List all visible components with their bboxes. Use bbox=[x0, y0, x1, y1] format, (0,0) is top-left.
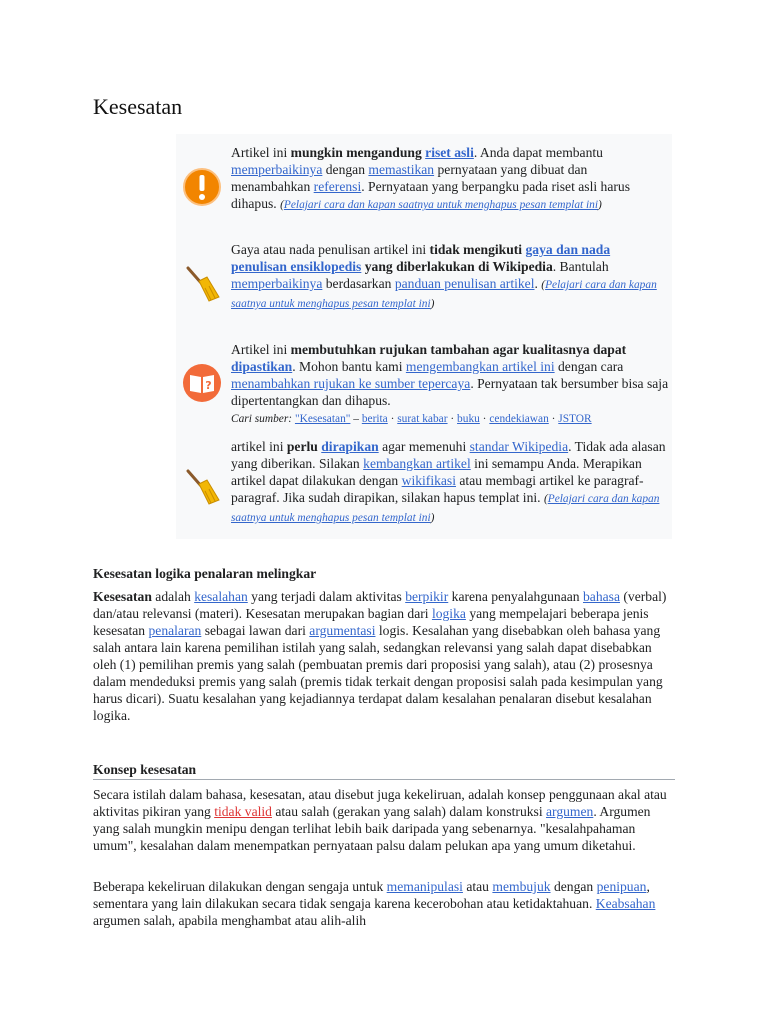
paren: ) bbox=[430, 298, 435, 310]
svg-text:?: ? bbox=[205, 379, 212, 392]
paragraph-text: sebagai lawan dari bbox=[201, 623, 310, 638]
link-memastikan[interactable]: memastikan bbox=[368, 162, 435, 177]
notice-text: . Mohon bantu kami bbox=[292, 359, 406, 374]
link-riset-asli[interactable]: riset asli bbox=[425, 145, 474, 160]
notice-bold: perlu bbox=[286, 439, 322, 454]
paragraph-text: Beberapa kekeliruan dilakukan dengan sengaja untuk bbox=[93, 879, 387, 894]
notice-text: Gaya atau nada penulisan artikel ini bbox=[231, 242, 430, 257]
notice-text: . bbox=[534, 276, 542, 291]
notice-bold: mungkin mengandung bbox=[290, 145, 422, 160]
paren: ( bbox=[543, 493, 548, 505]
link-source-surat-kabar[interactable]: surat kabar bbox=[397, 413, 448, 425]
section-heading-konsep-kesesatan: Konsep kesesatan bbox=[93, 762, 675, 780]
link-dipastikan[interactable]: dipastikan bbox=[231, 359, 293, 374]
link-penalaran[interactable]: penalaran bbox=[148, 623, 202, 638]
paragraph-text: yang terjadi dalam aktivitas bbox=[247, 589, 406, 604]
link-source-berita[interactable]: berita bbox=[361, 413, 388, 425]
separator: – bbox=[350, 413, 362, 425]
notice-text: pernyataan yang dibuat dan menambahkan bbox=[231, 162, 588, 194]
paragraph-text: , sementara yang lain dilakukan secara tidak sengaja karena kecerobohan atau ketidaktahuan. bbox=[93, 879, 650, 911]
link-source-jstor[interactable]: JSTOR bbox=[558, 413, 592, 425]
link-source-buku[interactable]: buku bbox=[457, 413, 480, 425]
section2-paragraph-1 bbox=[93, 786, 677, 854]
separator: · bbox=[479, 413, 490, 425]
term-bold: Kesesatan bbox=[93, 589, 152, 604]
link-mengembangkan-artikel[interactable]: mengembangkan artikel ini bbox=[405, 359, 555, 374]
paren: ( bbox=[541, 279, 546, 291]
notice-text: dengan bbox=[322, 162, 369, 177]
link-membujuk[interactable]: membujuk bbox=[492, 879, 551, 894]
find-sources-label: Cari sumber: bbox=[231, 413, 293, 425]
find-sources bbox=[231, 413, 592, 425]
notice-references bbox=[231, 341, 669, 428]
link-wikifikasi[interactable]: wikifikasi bbox=[401, 473, 456, 488]
notice-text: . Pernyataan tak bersumber bisa saja dipertentangkan dan dihapus. bbox=[231, 376, 669, 408]
warning-icon bbox=[182, 167, 222, 207]
link-referensi[interactable]: referensi bbox=[313, 179, 362, 194]
link-panduan-penulisan[interactable]: panduan penulisan artikel bbox=[394, 276, 535, 291]
notice-text: berdasarkan bbox=[322, 276, 395, 291]
maintenance-notices bbox=[176, 134, 672, 539]
link-berpikir[interactable]: berpikir bbox=[405, 589, 449, 604]
paragraph-text: karena penyalahgunaan bbox=[448, 589, 583, 604]
notice-text: . Anda dapat membantu bbox=[473, 145, 603, 160]
link-learn-remove-template[interactable]: Pelajari cara dan kapan saatnya untuk menghapus pesan templat ini bbox=[283, 199, 599, 211]
link-learn-remove-template-4[interactable]: Pelajari cara dan kapan saatnya untuk menghapus pesan templat ini bbox=[231, 493, 660, 524]
link-tidak-valid[interactable]: tidak valid bbox=[214, 804, 272, 819]
paragraph-text: (verbal) dan/atau relevansi (materi). Kesesatan merupakan bagian dari bbox=[93, 589, 667, 621]
link-standar-wikipedia[interactable]: standar Wikipedia bbox=[469, 439, 569, 454]
notice-text: ini semampu Anda. Merapikan artikel dapat dilakukan dengan bbox=[231, 456, 642, 488]
notice-text: atau membagi artikel ke paragraf-paragraf. Jika sudah dirapikan, silakan hapus templat ini. bbox=[231, 473, 644, 505]
link-keabsahan[interactable]: Keabsahan bbox=[595, 896, 656, 911]
section1-paragraph bbox=[93, 588, 677, 724]
paragraph-text: yang mempelajari beberapa jenis kesesatan bbox=[93, 606, 649, 638]
paragraph-text: adalah bbox=[151, 589, 195, 604]
notice-text: dengan cara bbox=[554, 359, 624, 374]
link-gaya-dan-nada[interactable]: gaya dan nada penulisan ensiklopedis bbox=[231, 242, 611, 274]
section-heading-penalaran-melingkar: Kesesatan logika penalaran melingkar bbox=[93, 566, 317, 581]
paren: ) bbox=[598, 199, 602, 211]
link-kembangkan-artikel[interactable]: kembangkan artikel bbox=[363, 456, 471, 471]
notice-bold: yang diberlakukan di Wikipedia bbox=[361, 259, 553, 274]
notice-text: . Bantulah bbox=[552, 259, 609, 274]
notice-bold: membutuhkan rujukan tambahan agar kualitasnya dapat bbox=[290, 342, 627, 357]
notice-cleanup bbox=[231, 438, 669, 527]
link-logika[interactable]: logika bbox=[431, 606, 466, 621]
notice-text: Artikel ini bbox=[231, 342, 291, 357]
paragraph-text: atau salah (gerakan yang salah) dalam konstruksi bbox=[271, 804, 546, 819]
link-learn-remove-template-2[interactable]: Pelajari cara dan kapan saatnya untuk menghapus pesan templat ini bbox=[231, 279, 657, 310]
broom-icon bbox=[182, 467, 222, 507]
link-bahasa[interactable]: bahasa bbox=[583, 589, 620, 604]
link-memanipulasi[interactable]: memanipulasi bbox=[386, 879, 463, 894]
link-argumentasi[interactable]: argumentasi bbox=[309, 623, 376, 638]
link-memperbaikinya[interactable]: memperbaikinya bbox=[231, 162, 323, 177]
link-memperbaikinya-2[interactable]: memperbaikinya bbox=[231, 276, 323, 291]
paragraph-text: logis. Kesalahan yang disebabkan oleh bahasa yang salah antara lain karena pemilihan istilah yang salah, sedangkan relevansi yang salah dapat disebabkan oleh (1) pemilihan premis yang salah (pembuatan premis dari proposisi yang salah), atau (2) prosesnya dalam mendeduksi premis yang salah (premis tidak terkait dengan proposisi salah pada kesimpulan yang harus dicari). Suatu kesalahan yang kejadiannya terdapat dalam kesalahan penalaran disebut kesalahan logika. bbox=[93, 623, 663, 723]
notice-tone bbox=[231, 241, 669, 313]
notice-text: artikel ini bbox=[231, 439, 287, 454]
separator: · bbox=[447, 413, 458, 425]
separator: · bbox=[387, 413, 398, 425]
paragraph-text: dengan bbox=[550, 879, 597, 894]
link-dirapikan[interactable]: dirapikan bbox=[321, 439, 379, 454]
notice-text: . Pernyataan yang berpangku pada riset asli harus dihapus. bbox=[231, 179, 630, 211]
notice-bold: tidak mengikuti bbox=[429, 242, 523, 257]
notice-text: agar memenuhi bbox=[378, 439, 470, 454]
paren: ) bbox=[430, 512, 435, 524]
paragraph-text: atau bbox=[462, 879, 493, 894]
paragraph-text: Secara istilah dalam bahasa, kesesatan, atau disebut juga kekeliruan, adalah konsep penggunaan akal atau aktivitas pikiran yang bbox=[93, 787, 667, 819]
link-menambahkan-rujukan[interactable]: menambahkan rujukan ke sumber tepercaya bbox=[231, 376, 471, 391]
link-kesalahan[interactable]: kesalahan bbox=[194, 589, 248, 604]
link-search-query[interactable]: "Kesesatan" bbox=[294, 413, 351, 425]
book-question-icon bbox=[182, 363, 222, 403]
paragraph-text: . Argumen yang salah mungkin menipu dengan terlihat lebih baik daripada yang sebenarnya. "kesalahpahaman umum", kesalahan dalam menempatkan pernyataan palsu dalam pelukan apa yang umum diketahui. bbox=[93, 804, 651, 853]
paren: ( bbox=[280, 199, 284, 211]
link-argumen[interactable]: argumen bbox=[546, 804, 594, 819]
link-penipuan[interactable]: penipuan bbox=[596, 879, 647, 894]
notice-text: Artikel ini bbox=[231, 145, 291, 160]
link-source-cendekiawan[interactable]: cendekiawan bbox=[489, 413, 549, 425]
page-title: Kesesatan bbox=[93, 94, 183, 119]
separator: · bbox=[548, 413, 559, 425]
broom-icon bbox=[182, 264, 222, 304]
section2-paragraph-2 bbox=[93, 878, 677, 929]
paragraph-text: argumen salah, apabila menghambat atau alih-alih bbox=[93, 913, 367, 928]
notice-text: . Tidak ada alasan yang diberikan. Silakan bbox=[231, 439, 666, 471]
notice-original-research bbox=[231, 144, 669, 214]
